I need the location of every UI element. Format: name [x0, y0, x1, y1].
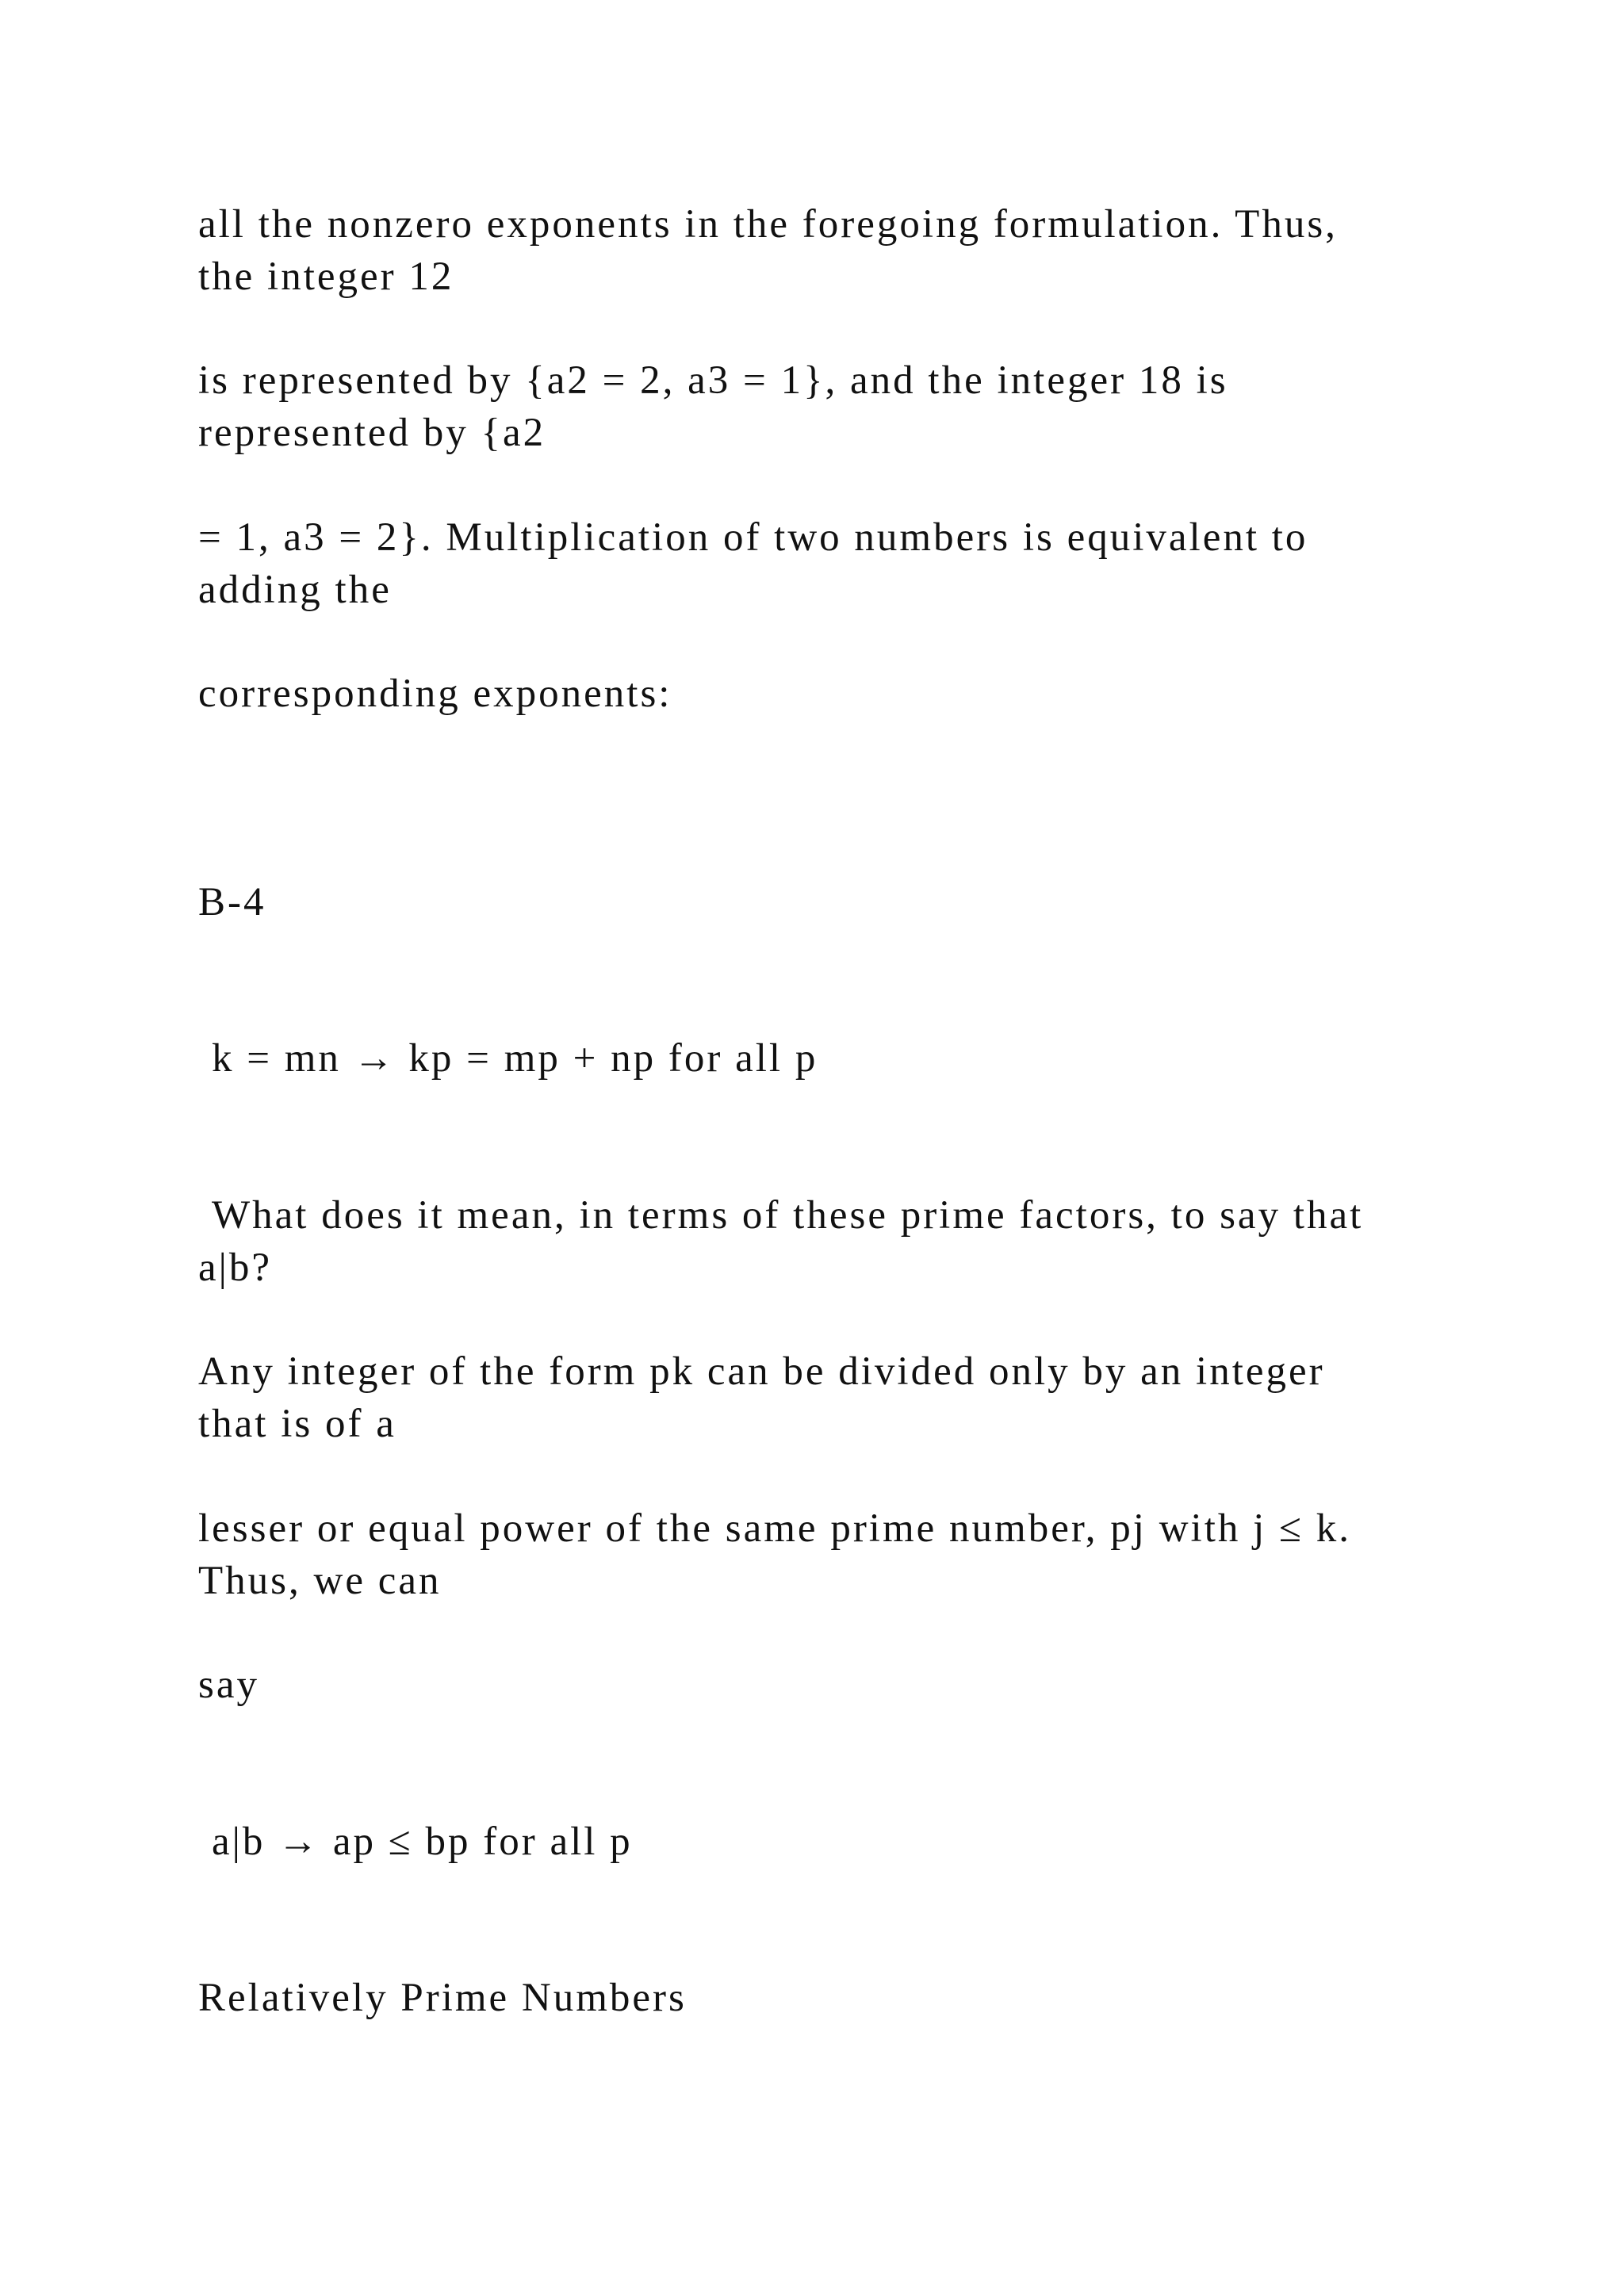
paragraph-3-line-1: = 1, a3 = 2}. Multiplication of two numbers is equivalent to — [198, 515, 1308, 560]
paragraph-1-line-1: all the nonzero exponents in the foregoing formulation. Thus, — [198, 202, 1338, 247]
paragraph-9-line-1: lesser or equal power of the same prime number, pj with j ≤ k. — [198, 1506, 1352, 1551]
paragraph-9-line-2: Thus, we can — [198, 1559, 442, 1603]
question-line-2: a|b? — [198, 1246, 272, 1290]
paragraph-1-line-2: the integer 12 — [198, 254, 454, 299]
paragraph-3-line-2: adding the — [198, 568, 392, 612]
paragraph-2-line-2: represented by {a2 — [198, 411, 546, 455]
formula-multiplication: k = mn → kp = mp + np for all p — [212, 1036, 818, 1081]
paragraph-4-line-1: corresponding exponents: — [198, 672, 672, 716]
paragraph-8-line-1: Any integer of the form pk can be divided only by an integer — [198, 1349, 1325, 1394]
paragraph-2-line-1: is represented by {a2 = 2, a3 = 1}, and the integer 18 is — [198, 358, 1228, 403]
section-label: B-4 — [198, 880, 266, 924]
paragraph-8-line-2: that is of a — [198, 1402, 396, 1446]
formula-divisibility: a|b → ap ≤ bp for all p — [212, 1820, 633, 1864]
question-line-1: What does it mean, in terms of these prime factors, to say that — [212, 1193, 1364, 1238]
paragraph-10-line-1: say — [198, 1663, 259, 1707]
section-heading: Relatively Prime Numbers — [198, 1976, 687, 2020]
